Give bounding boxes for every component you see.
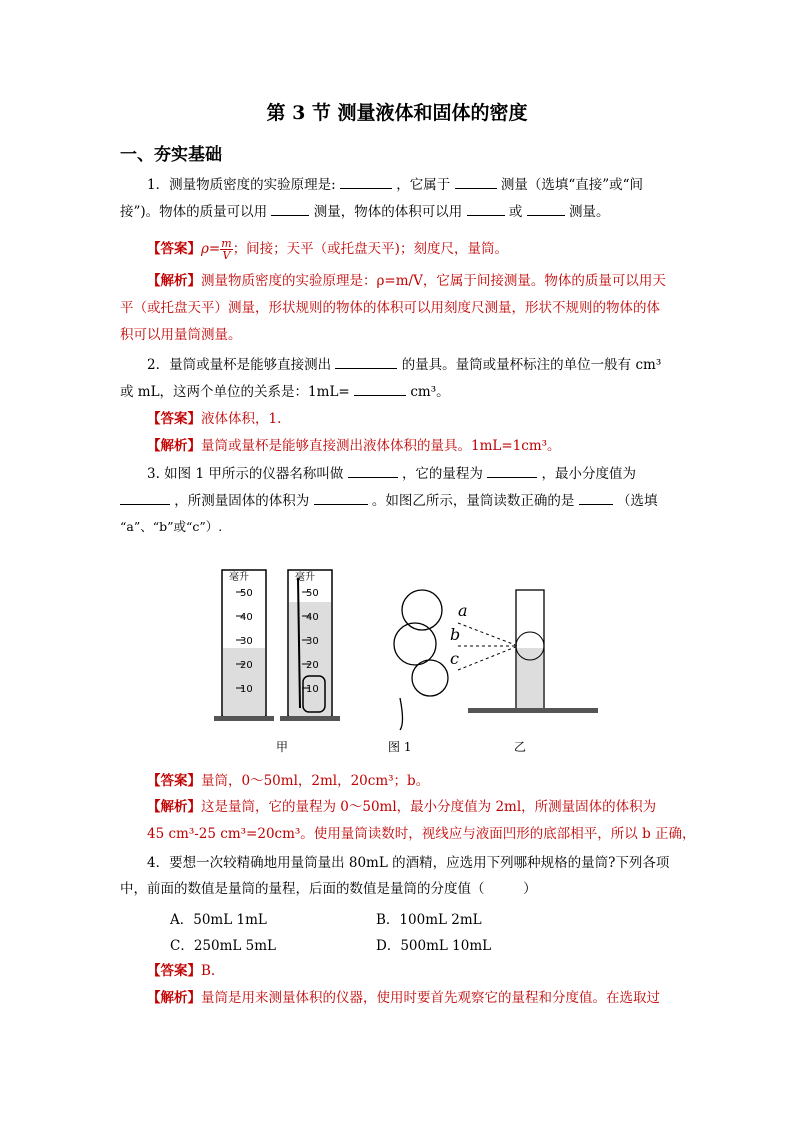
tick-label: 10 xyxy=(240,684,253,695)
fraction-m-over-v xyxy=(220,238,232,261)
answer-text: ；间接；天平（或托盘天平)；刻度尺，量筒。 xyxy=(232,241,508,257)
answer-blank xyxy=(340,175,392,189)
answer-blank xyxy=(271,202,309,216)
answer-blank xyxy=(455,175,497,189)
fraction-numerator: m xyxy=(221,237,232,250)
q4-analysis xyxy=(147,989,703,1007)
unit-label: 毫升 xyxy=(295,572,315,583)
q3-line2 xyxy=(120,491,676,510)
q3-answer xyxy=(147,772,703,790)
q1-answer xyxy=(147,238,703,261)
label-a: a xyxy=(458,601,468,620)
answer-text: B. xyxy=(201,963,216,979)
q1-text: ，它属于 xyxy=(396,177,451,193)
answer-blank xyxy=(467,202,505,216)
q2-text: 或 mL，这两个单位的关系是：1mL= xyxy=(120,384,350,400)
q2-text: 的量具。量筒或量杯标注的单位一般有 cm³ xyxy=(401,357,662,373)
analysis-tag: 【解析】 xyxy=(147,273,201,289)
q1-analysis-line1 xyxy=(147,272,703,290)
option-a: A．50mL 1mL xyxy=(170,912,267,928)
tick-label: 30 xyxy=(240,636,253,647)
answer-tag: 【答案】 xyxy=(147,963,201,979)
q3-text: （选填 xyxy=(616,493,658,509)
q3-text: ，最小分度值为 xyxy=(541,466,637,482)
tick-label: 40 xyxy=(306,612,319,623)
q3-text: 。如图乙所示，量筒读数正确的是 xyxy=(371,493,575,509)
label-b: b xyxy=(450,625,461,644)
tick-label: 10 xyxy=(306,684,319,695)
q3-text: ，所测量固体的体积为 xyxy=(174,493,310,509)
answer-tag: 【答案】 xyxy=(147,411,201,427)
answer-blank xyxy=(314,491,368,505)
caption-figure: 图 1 xyxy=(388,740,412,754)
analysis-text: 测量物质密度的实验原理是：ρ=m/V，它属于间接测量。物体的质量可以用天 xyxy=(201,273,666,289)
answer-blank xyxy=(120,491,170,505)
answer-blank xyxy=(335,355,397,369)
analysis-tag: 【解析】 xyxy=(147,799,201,815)
q3-text: 3. 如图 1 甲所示的仪器名称叫做 xyxy=(147,466,344,482)
q4-text: ） xyxy=(523,881,537,897)
q1-text: 测量。 xyxy=(568,204,610,220)
answer-text: 液体体积，1. xyxy=(201,411,282,427)
q4-line1: 4．要想一次较精确地用量筒量出 80mL 的酒精，应选用下列哪种规格的量筒?下列各项 xyxy=(147,855,670,871)
answer-text: 量筒，0～50ml，2ml，20cm³；b。 xyxy=(201,773,430,789)
q4-line2 xyxy=(120,880,676,898)
q3-line1 xyxy=(147,464,703,483)
q2-analysis xyxy=(147,437,703,455)
q2-text: cm³。 xyxy=(410,384,450,400)
label-c: c xyxy=(450,649,459,668)
fraction-denominator: V xyxy=(222,249,231,262)
caption-jia: 甲 xyxy=(276,740,289,754)
analysis-text: 量筒或量杯是能够直接测出液体体积的量具。1mL=1cm³。 xyxy=(201,438,561,454)
q2-answer xyxy=(147,410,703,428)
q1-analysis-line2: 平（或托盘天平）测量，形状规则的物体的体积可以用刻度尺测量，形状不规则的物体的体 xyxy=(120,300,660,316)
figure-graduated-cylinders xyxy=(200,558,620,758)
q1-text: 测量，物体的体积可以用 xyxy=(313,204,463,220)
q1-text: 接”)。物体的质量可以用 xyxy=(120,204,268,220)
tick-label: 20 xyxy=(240,660,253,671)
answer-blank xyxy=(527,202,565,216)
analysis-text: 这是量筒，它的量程为 0～50ml，最小分度值为 2ml，所测量固体的体积为 xyxy=(201,799,657,815)
q3-analysis-line1 xyxy=(147,798,703,816)
tick-label: 50 xyxy=(306,588,319,599)
rho-symbol: ρ= xyxy=(201,241,221,257)
q3-analysis-line2: 45 cm³-25 cm³=20cm³。使用量筒读数时，视线应与液面凹形的底部相平，所以 b 正确， xyxy=(147,826,696,842)
q1-text: 测量（选填“直接”或“间 xyxy=(500,177,644,193)
q2-line2 xyxy=(120,382,676,401)
tick-label: 50 xyxy=(240,588,253,599)
cylinder-reading xyxy=(468,590,598,713)
unit-label: 毫升 xyxy=(229,572,249,583)
answer-tag: 【答案】 xyxy=(147,241,201,257)
answer-tag: 【答案】 xyxy=(147,773,201,789)
q1-text: 1．测量物质密度的实验原理是: xyxy=(147,177,336,193)
q2-line1 xyxy=(147,355,703,374)
option-d: D．500mL 10mL xyxy=(376,938,492,954)
option-b: B．100mL 2mL xyxy=(376,912,482,928)
section-heading: 一、夯实基础 xyxy=(120,145,222,165)
tick-label: 30 xyxy=(306,636,319,647)
q3-line3: “a”、“b”或“c”）. xyxy=(120,519,223,534)
answer-blank xyxy=(487,464,537,478)
q1-analysis-line3: 积可以用量筒测量。 xyxy=(120,327,242,343)
q3-text: ，它的量程为 xyxy=(401,466,483,482)
tick-label: 40 xyxy=(240,612,253,623)
q4-text: 中，前面的数值是量筒的量程，后面的数值是量筒的分度值（ xyxy=(120,881,485,897)
analysis-tag: 【解析】 xyxy=(147,438,201,454)
q1-line2 xyxy=(120,202,676,221)
observer-heads xyxy=(394,590,448,730)
q4-answer xyxy=(147,962,703,980)
caption-yi: 乙 xyxy=(514,740,527,754)
q1-text: 或 xyxy=(508,204,523,220)
answer-blank xyxy=(348,464,398,478)
answer-blank xyxy=(354,382,406,396)
q2-text: 2．量筒或量杯是能够直接测出 xyxy=(147,357,332,373)
tick-label: 20 xyxy=(306,660,319,671)
analysis-tag: 【解析】 xyxy=(147,990,201,1006)
option-c: C．250mL 5mL xyxy=(170,938,277,954)
analysis-text: 量筒是用来测量体积的仪器，使用时要首先观察它的量程和分度值。在选取过 xyxy=(201,990,660,1006)
answer-blank xyxy=(579,491,613,505)
q1-line1 xyxy=(147,175,703,194)
sight-lines xyxy=(458,623,518,670)
page-title: 第 3 节 测量液体和固体的密度 xyxy=(266,102,528,124)
